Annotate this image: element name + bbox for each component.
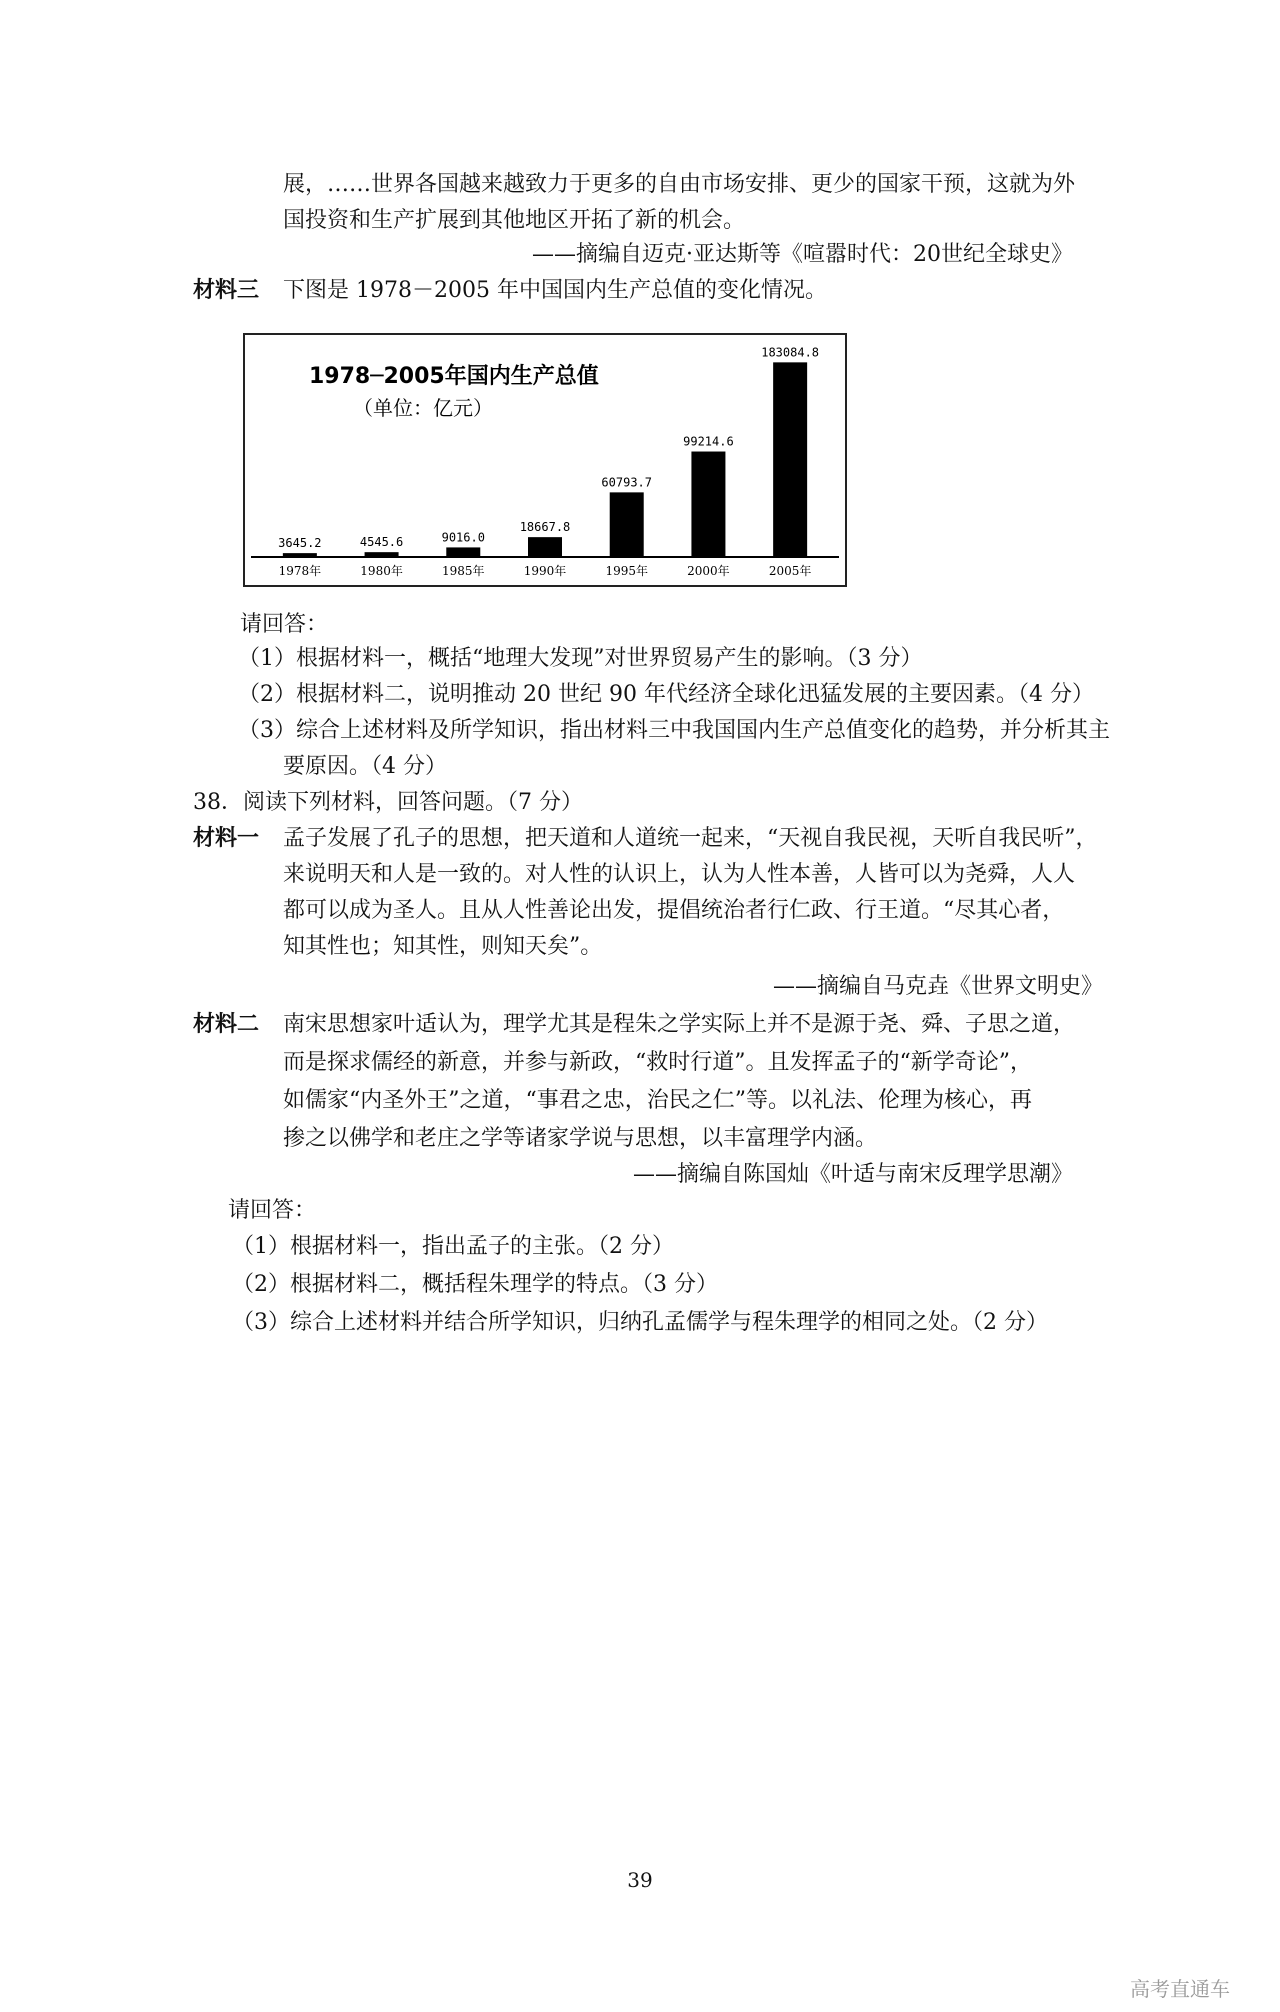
q37-item-3-cont: 要原因。（4 分） (283, 754, 447, 779)
bar-value-label: 18667.8 (519, 520, 571, 535)
q38-material2-line-4: 掺之以佛学和老庄之学等诸家学说与思想，以丰富理学内涵。 (283, 1126, 878, 1151)
q38-item-2: （2）根据材料二，概括程朱理学的特点。（3 分） (232, 1272, 718, 1297)
gdp-chart (243, 333, 847, 587)
q38-material2-line-3: 如儒家“内圣外王”之道，“事君之忠，治民之仁”等。以礼法、伦理为核心，再 (283, 1088, 1032, 1113)
x-tick-label: 2005年 (768, 564, 812, 578)
q38-material1-label: 材料一 (193, 826, 260, 851)
q37-item-3: （3）综合上述材料及所学知识，指出材料三中我国国内生产总值变化的趋势，并分析其主 (238, 718, 1111, 743)
q38-material2-line-2: 而是探求儒经的新意，并参与新政，“救时行道”。且发挥孟子的“新学奇论”， (283, 1050, 1032, 1075)
watermark: 高考直通车 (1130, 1977, 1230, 2001)
q38-material1-line-2: 来说明天和人是一致的。对人性的认识上，认为人性本善，人皆可以为尧舜，人人 (283, 862, 1076, 887)
chart-subtitle: （单位：亿元） (353, 396, 493, 420)
material2-line-2: 国投资和生产扩展到其他地区开拓了新的机会。 (283, 208, 746, 233)
bar-value-label: 3645.2 (278, 536, 322, 551)
bar (610, 492, 644, 557)
x-tick-label: 1995年 (605, 564, 648, 578)
q38-item-1: （1）根据材料一，指出孟子的主张。（2 分） (232, 1234, 674, 1259)
x-tick-label: 2000年 (687, 564, 730, 578)
material3-text: 下图是 1978－2005 年中国国内生产总值的变化情况。 (283, 278, 827, 303)
q38-material2-line-1: 南宋思想家叶适认为，理学尤其是程朱之学实际上并不是源于尧、舜、子思之道， (283, 1012, 1076, 1037)
q38-material1-source: ——摘编自马克垚《世界文明史》 (772, 974, 1103, 999)
q37-prompt: 请回答： (240, 612, 329, 637)
q38-material1-line-4: 知其性也；知其性，则知天矣”。 (283, 934, 603, 959)
x-tick-label: 1990年 (523, 564, 567, 578)
q38-material1-line-1: 孟子发展了孔子的思想，把天道和人道统一起来，“天视自我民视，天听自我民听”， (283, 826, 1098, 851)
chart-title: 1978─2005年国内生产总值 (309, 364, 599, 389)
q37-item-1: （1）根据材料一，概括“地理大发现”对世界贸易产生的影响。（3 分） (238, 646, 923, 671)
bar (528, 537, 562, 557)
bar (283, 553, 317, 557)
bar (773, 362, 807, 557)
page-number: 39 (627, 1868, 653, 1892)
q38-material2-source: ——摘编自陈国灿《叶适与南宋反理学思潮》 (632, 1162, 1073, 1187)
q38-material1-line-3: 都可以成为圣人。且从人性善论出发，提倡统治者行仁政、行王道。“尽其心者， (283, 898, 1065, 923)
bar (446, 547, 480, 557)
bar-value-label: 183084.8 (761, 345, 820, 360)
x-tick-label: 1985年 (442, 564, 485, 578)
q38-material2-label: 材料二 (193, 1012, 260, 1037)
x-tick-label: 1980年 (360, 564, 403, 578)
bar-value-label: 60793.7 (601, 475, 653, 490)
material2-line-1: 展，……世界各国越来越致力于更多的自由市场安排、更少的国家干预，这就为外 (283, 172, 1076, 197)
gdp-chart-svg (245, 335, 845, 585)
bar-value-label: 4545.6 (359, 535, 404, 550)
q38-item-3: （3）综合上述材料并结合所学知识，归纳孔孟儒学与程朱理学的相同之处。（2 分） (232, 1310, 1048, 1335)
q38-prompt: 请回答： (228, 1198, 317, 1223)
bar-value-label: 9016.0 (441, 530, 485, 545)
material2-source: ——摘编自迈克·亚达斯等《喧嚣时代：20世纪全球史》 (532, 242, 1073, 267)
material3-label: 材料三 (193, 278, 260, 303)
bar (691, 452, 725, 557)
x-tick-label: 1978年 (278, 564, 322, 578)
bar-value-label: 99214.6 (683, 434, 734, 449)
q37-item-2: （2）根据材料二，说明推动 20 世纪 90 年代经济全球化迅猛发展的主要因素。（4 分） (238, 682, 1094, 707)
bar (365, 552, 399, 557)
q38-heading: 38．阅读下列材料，回答问题。（7 分） (193, 790, 583, 815)
